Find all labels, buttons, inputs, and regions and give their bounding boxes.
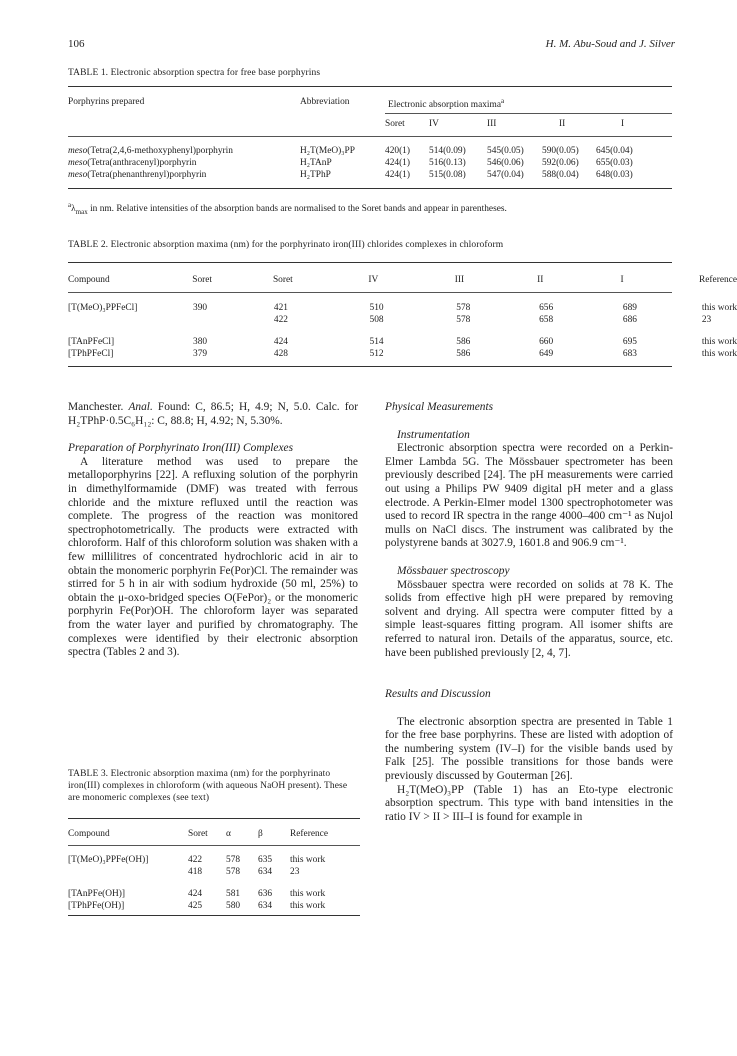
table3-bottom-rule: [68, 915, 360, 916]
table3-top-rule: [68, 818, 360, 819]
table1-mid-rule: [385, 113, 672, 114]
table2-header: Compound Soret Soret IV III II I Reference: [68, 275, 737, 285]
table-row: [TAnPFe(OH)] 424 581 636 this work: [68, 889, 326, 899]
table1-footnote: $^a\lambda_{max}$ in nm. Relative intensities of the absorption bands are normalised to the Soret bands and appear in parentheses.: [68, 201, 507, 216]
table3-header: Compound Soret α β Reference: [68, 829, 328, 839]
table1-body: [68, 145, 633, 181]
page-number: 106: [68, 38, 85, 50]
table1-subheader: [385, 119, 624, 129]
table1-sub-ii: II: [559, 119, 566, 129]
subsection-heading-mossbauer: Mössbauer spectroscopy: [397, 564, 510, 577]
paragraph: The electronic absorption spectra are presented in Table 1 for the free base porphyrins. These are listed with adoption of the numbering system (IV–I) for the visible bands used by Falk [25]. The possible transitions for those bands were previously discussed by Gouterman [26].: [385, 715, 673, 783]
table1-sub-soret: Soret: [385, 119, 405, 129]
table-row: 418 578 634 23: [188, 867, 300, 877]
table1-sub-i: I: [621, 119, 625, 129]
table1-caption: TABLE 1. Electronic absorption spectra for free base porphyrins: [68, 68, 321, 78]
table1-col-porphyrins: Porphyrins prepared: [68, 97, 145, 107]
left-column-text: [68, 401, 358, 660]
section-heading-results: Results and Discussion: [385, 688, 491, 701]
table1-sub-iv: IV: [429, 119, 439, 129]
paragraph: Manchester. Anal. Found: C, 86.5; H, 4.9; N, 5.0. Calc. for H₂TPhP·0.5C₆H₁₂: C, 88.8; H, 4.92; N, 5.30%.: [68, 401, 358, 427]
table1-col-abbrev: Abbreviation: [300, 97, 350, 107]
table3-body: [68, 854, 325, 912]
table-row: 422 508 578 658 686 23: [273, 315, 712, 325]
table1-col-maxima: Electronic absorption maxima$^a$: [388, 97, 505, 111]
paragraph: A literature method was used to prepare the metalloporphyrins [22]. A refluxing solution of the porphyrin in dimethylformamide (DMF) was treated with ferrous chloride and the mixture refluxed until the reaction was complete. The progress of the reaction was monitored spectrophotometrically. The products were extracted with chloroform. Half of this chloroform solution was shaken with a few millilitres of concentrated hydrochloric acid in air to obtain the monomeric porphyrin Fe(Por)Cl. The remainder was stirred for 5 h in air with sodium hydroxide (50 ml, 25%) to obtain the μ-oxo-bridged species O(FePor)₂ or the monomeric porphyrin Fe(Por)OH. The chloroform layer was separated from the water layer and purified by chromatography. The complexes were identified by their electronic absorption spectra (Tables 2 and 3).: [68, 455, 358, 659]
table2-header-rule: [68, 292, 672, 293]
table-row: [TPhPFeCl] 379 428 512 586 649 683 this work: [68, 349, 737, 359]
table2-body: [68, 302, 737, 360]
table1-top-rule: [68, 86, 672, 87]
table2-bottom-rule: [68, 366, 672, 367]
right-column-text: [385, 401, 673, 824]
paragraph: Electronic absorption spectra were recorded on a Perkin-Elmer Lambda 5G. The Mössbauer spectrometer has been previously described [24]. The pH measurements were carried out using a Philips PW 9409 digital pH meter and a glass electrode. A Perkin-Elmer model 1300 spectrophotometer was used to record IR spectra in the range 4000–400 cm⁻¹ as Nujol mulls on NaCl discs. The instrument was calibrated by the polystyrene bands at 3027.9, 1601.8 and 906.9 cm⁻¹.: [385, 442, 673, 550]
table1-header-rule: [68, 136, 672, 137]
table1-bottom-rule: [68, 188, 672, 189]
table1-sub-iii: III: [487, 119, 497, 129]
table3-header-rule: [68, 845, 360, 846]
subsection-heading-instrumentation: Instrumentation: [397, 428, 470, 441]
table-row: [T(MeO)₃PPFe(OH)] 422 578 635 this work: [68, 855, 326, 865]
table2-caption: TABLE 2. Electronic absorption maxima (nm) for the porphyrinato iron(III) chlorides complexes in chloroform: [68, 240, 504, 250]
running-title: H. M. Abu-Soud and J. Silver: [545, 38, 675, 50]
table-row: meso(Tetra(phenanthrenyl)porphyrin H₂TPhP 424(1) 515(0.08) 547(0.04) 588(0.04) 648(0.03): [68, 170, 633, 180]
table3-caption: TABLE 3. Electronic absorption maxima (nm) for the porphyrinato iron(III) complexes in chloroform (with aqueous NaOH present). These are monomeric complexes (see text): [68, 769, 348, 803]
table-row: [T(MeO)₃PPFeCl] 390 421 510 578 656 689 this work: [68, 303, 737, 313]
paragraph: H₂T(MeO)₃PP (Table 1) has an Eto-type electronic absorption spectrum. This type with band intensities in the ratio IV > II > III–I is found for example in: [385, 783, 673, 823]
paragraph: Mössbauer spectra were recorded on solids at 78 K. The solids from effective high pH were prepared by removing solvent and drying. All spectra were computer fitted by a simple least-squares fitting program. All isomer shifts are referred to natural iron. Details of the apparatus, source, etc. have been published previously [2, 4, 7].: [385, 578, 673, 659]
section-heading-preparation: Preparation of Porphyrinato Iron(III) Complexes: [68, 442, 294, 455]
section-heading-physical: Physical Measurements: [385, 401, 494, 413]
table2-top-rule: [68, 262, 672, 263]
table-row: meso(Tetra(anthracenyl)porphyrin H₂TAnP 424(1) 516(0.13) 546(0.06) 592(0.06) 655(0.03): [68, 158, 633, 168]
table-row: [TAnPFeCl] 380 424 514 586 660 695 this work: [68, 337, 737, 347]
table-row: meso(Tetra(2,4,6-methoxyphenyl)porphyrin H₂T(MeO)₃PP 420(1) 514(0.09) 545(0.05) 590(0.05) 645(0.04): [68, 146, 633, 156]
table-row: [TPhPFe(OH)] 425 580 634 this work: [68, 901, 326, 911]
table1-header: [68, 97, 504, 110]
